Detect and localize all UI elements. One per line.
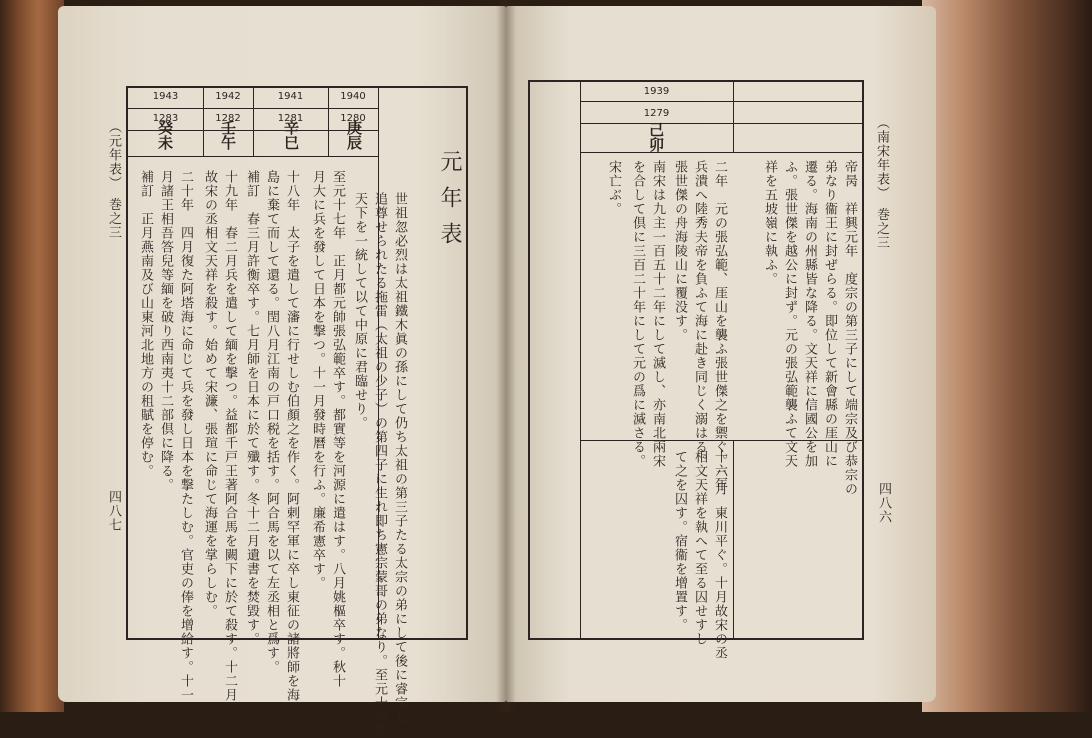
left-body-col-8: 補訂 春三月許衡卒す。七月師を日本に於て殲す。冬十二月遺書を焚毀す。: [244, 170, 259, 646]
right-lower-col-1: 十六年 東川平ぐ。十月故宋の丞: [712, 450, 727, 660]
right-upper-col-4: ふ。張世傑を越公に封ず。元の張弘範襲ふて文天: [782, 160, 797, 468]
right-upper-col-1: 帝昺 祥興元年 度宗の第三子にして端宗及び恭宗の: [842, 160, 857, 496]
left-body-col-6: 十八年 太子を遣して瀋に行せしむ伯顏之を作く。阿剌罕軍に卒し東征の諸將師を海: [284, 170, 299, 702]
left-body-col-1: 世祖忽必烈は太祖鐵木眞の孫にして仍ち太祖の第三子たる太宗の弟にして後に睿宗と: [392, 192, 407, 724]
right-folio: 四八六: [876, 482, 891, 524]
year-1939: 1939: [643, 86, 670, 97]
era-1281: 1281: [277, 113, 304, 124]
right-upper-col-10: を合して倶に三百二十年にして元の爲に滅さる。: [630, 160, 645, 468]
ganzhi-guiwei: 癸未: [156, 120, 174, 150]
right-running-head: （南宋年表） 巻之三: [874, 116, 889, 250]
left-body-col-12: 月諸王相吾答兒等緬を破り西南夷十二部倶に降る。: [158, 170, 173, 492]
right-upper-col-9: 南宋は九主一百五十二年にして滅し、亦南北兩宋: [650, 160, 665, 468]
right-upper-col-2: 弟なり衞王に封ぜらる。即位して新會縣の厓山に: [822, 160, 837, 468]
ganzhi-gengchen: 庚辰: [345, 120, 363, 150]
right-upper-col-5: 祥を五坡嶺に執ふ。: [762, 160, 777, 286]
left-folio: 四八七: [106, 490, 121, 532]
right-upper-col-3: 遷る。海南の州縣皆な降る。文天祥に信國公を加: [802, 160, 817, 468]
left-body-col-4: 至元十七年 正月都元帥張弘範卒す。都實等を河源に遣はす。八月姚樞卒す。秋十: [330, 170, 345, 688]
book-right-edge: [922, 0, 1092, 712]
section-title: 元年表: [437, 150, 462, 258]
era-1282: 1282: [215, 113, 241, 124]
era-1283: 1283: [152, 113, 179, 124]
era-1279: 1279: [643, 108, 670, 119]
left-body-col-11: 二十年 四月復た阿塔海に命じて兵を發し日本を撃たしむ。官吏の俸を增給す。十一: [178, 170, 193, 702]
book-left-edge: [0, 0, 64, 712]
year-1943: 1943: [152, 91, 179, 102]
right-upper-col-8: 張世傑の舟海陵山に覆没す。: [672, 160, 687, 342]
ganzhi-jimao: 己卯: [647, 122, 665, 152]
year-1940: 1940: [340, 91, 366, 102]
era-1280: 1280: [340, 113, 366, 124]
left-body-col-5: 月大に兵を發して日本を撃つ。十一月發時曆を行ふ。廉希憲卒す。: [310, 170, 325, 590]
left-running-head: （元年表） 巻之三: [106, 120, 121, 240]
left-body-col-10: 故宋の丞相文天祥を殺す。始めて宋濂、張瑄に命じて海運を掌らしむ。: [202, 170, 217, 618]
left-body-col-3: 天下を一統して以て中原に君臨せり。: [352, 192, 367, 430]
year-1942: 1942: [215, 91, 241, 102]
ganzhi-xinsi: 辛巳: [282, 120, 300, 150]
year-1941: 1941: [277, 91, 304, 102]
left-body-col-13: 補訂 正月燕南及び山東河北地方の租賦を停む。: [138, 170, 153, 478]
right-upper-col-11: 宋亡ぶ。: [606, 160, 621, 216]
left-body-col-2: 追尊せられたる拖雷（太祖の少子）の第四子に生れ即ち憲宗蒙哥の弟なり。至元十六年: [372, 192, 387, 738]
right-upper-col-7: 兵潰へ陸秀夫帝を負ふて海に赴き同じく溺はる。: [692, 160, 707, 468]
right-lower-col-3: て之を囚す。宿衞を增置す。: [672, 450, 687, 632]
right-upper-col-6: 二年 元の張弘範、厓山を襲ふ張世傑之を禦ぐ。二月: [712, 160, 727, 496]
left-body-col-7: 島に棄て而して還る。閏八月江南の戸口税を括す。阿合馬を以て左丞相と爲す。: [264, 170, 279, 674]
ganzhi-renwu: 壬午: [219, 120, 237, 150]
right-lower-col-2: 相文天祥を執へて至る囚せすし: [692, 450, 707, 646]
book-gutter: [496, 0, 516, 712]
left-body-col-9: 十九年 春二月兵を遣して緬を撃つ。益都千戸王著阿合馬を闕下に於て殺す。十二月: [222, 170, 237, 702]
